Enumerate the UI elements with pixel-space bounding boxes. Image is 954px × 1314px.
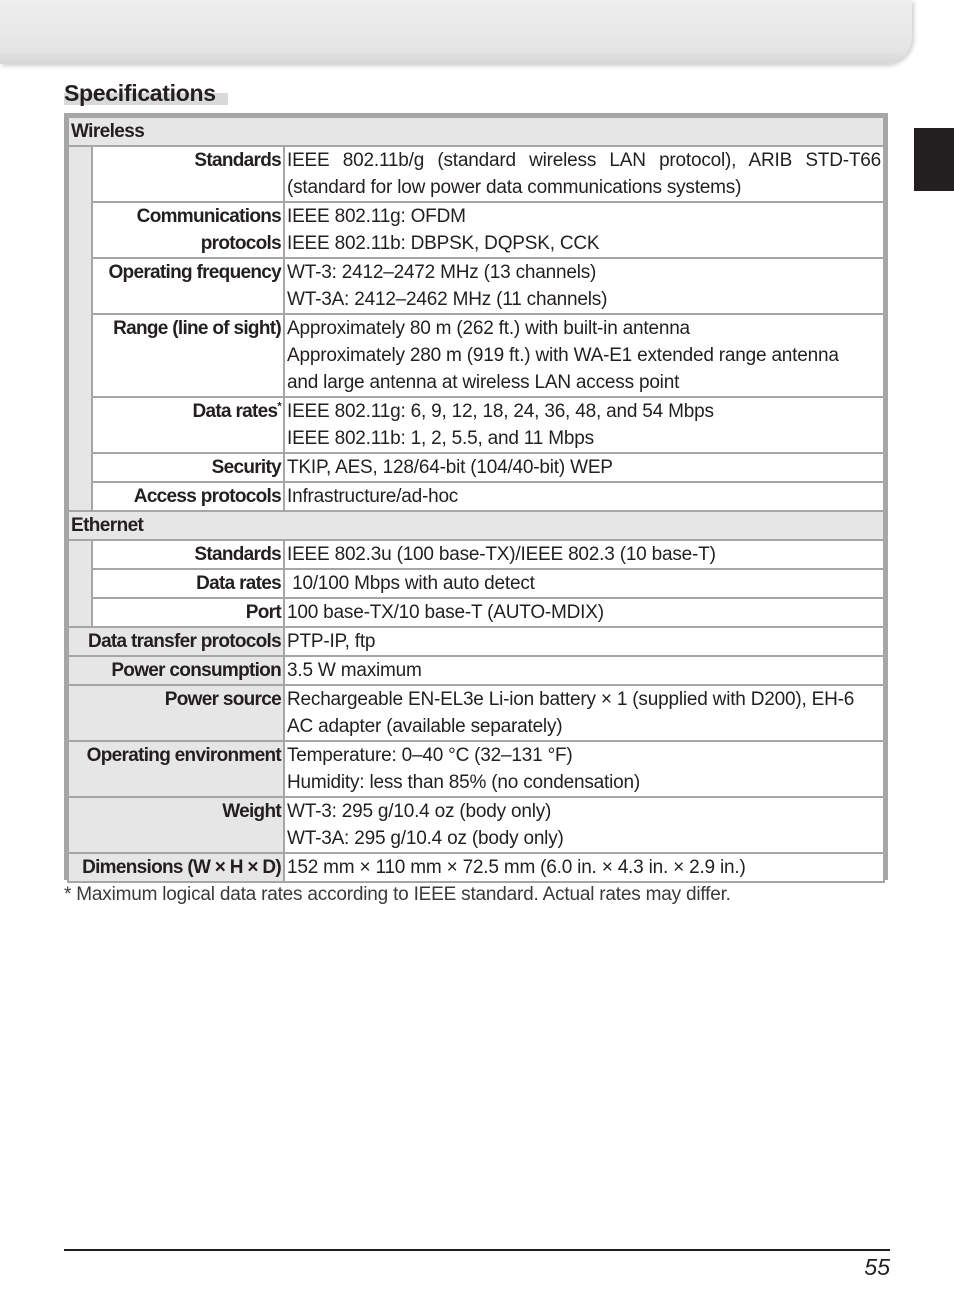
spec-value-line: Humidity: less than 85% (no condensation) <box>287 772 640 793</box>
spec-value <box>284 146 884 202</box>
spec-value <box>284 741 884 797</box>
footnote-marker: * <box>277 400 281 413</box>
specifications-table <box>64 113 888 880</box>
spec-value-line: IEEE 802.11b: DBPSK, DQPSK, CCK <box>287 233 600 254</box>
spec-label <box>92 202 284 258</box>
spec-label-text: Data rates <box>192 401 278 422</box>
spec-value-line: WT-3: 295 g/10.4 oz (body only) <box>287 801 552 822</box>
spec-value-line: WT-3A: 2412–2462 MHz (11 channels) <box>287 289 608 310</box>
spec-value <box>284 202 884 258</box>
spec-value-line: Rechargeable EN-EL3e Li-ion battery × 1 (supplied with D200), EH-6 <box>287 689 855 710</box>
spec-label: Standards <box>92 146 284 202</box>
spec-value-line: AC adapter (available separately) <box>287 716 563 737</box>
section-header-wireless <box>68 117 884 146</box>
spec-value <box>284 258 884 314</box>
page-title: Specifications <box>64 80 216 106</box>
page-number: 55 <box>864 1254 890 1280</box>
spec-label: Operating environment <box>68 741 284 797</box>
spec-label-line: Communications <box>136 206 281 227</box>
spec-label: Weight <box>68 797 284 853</box>
spec-value: Infrastructure/ad-hoc <box>284 482 884 511</box>
spec-label: Port <box>92 598 284 627</box>
spec-row-operating-environment <box>68 741 884 797</box>
spec-value: 152 mm × 110 mm × 72.5 mm (6.0 in. × 4.3 in. × 2.9 in.) <box>284 853 884 882</box>
spec-row-wireless-data-rates <box>68 397 884 453</box>
spec-value: TKIP, AES, 128/64-bit (104/40-bit) WEP <box>284 453 884 482</box>
section-indent-wireless <box>68 146 92 511</box>
spec-value <box>284 397 884 453</box>
spec-value <box>284 797 884 853</box>
spec-label: Access protocols <box>92 482 284 511</box>
spec-label: Power consumption <box>68 656 284 685</box>
title-block <box>64 78 216 108</box>
section-title-wireless: Wireless <box>68 117 884 146</box>
spec-label: Range (line of sight) <box>92 314 284 397</box>
spec-label: Data rates <box>92 569 284 598</box>
spec-label: Security <box>92 453 284 482</box>
spec-row-communications-protocols <box>68 202 884 258</box>
spec-label: Dimensions (W × H × D) <box>68 853 284 882</box>
section-header-ethernet <box>68 511 884 540</box>
spec-value-line: IEEE 802.11g: OFDM <box>287 206 466 227</box>
spec-label <box>92 397 284 453</box>
spec-value-line: Temperature: 0–40 °C (32–131 °F) <box>287 745 573 766</box>
spec-value <box>284 314 884 397</box>
spec-value-line: IEEE 802.11b/g (standard wireless LAN protocol), ARIB STD-T66 <box>287 150 881 171</box>
spec-row-dimensions <box>68 853 884 882</box>
spec-row-power-source <box>68 685 884 741</box>
spec-row-ethernet-standards <box>68 540 884 569</box>
spec-value: 100 base-TX/10 base-T (AUTO-MDIX) <box>284 598 884 627</box>
spec-label: Operating frequency <box>92 258 284 314</box>
spec-row-access-protocols <box>68 482 884 511</box>
spec-row-port <box>68 598 884 627</box>
spec-value-line: WT-3A: 295 g/10.4 oz (body only) <box>287 828 564 849</box>
spec-value: PTP-IP, ftp <box>284 627 884 656</box>
spec-row-data-transfer-protocols <box>68 627 884 656</box>
spec-row-range <box>68 314 884 397</box>
spec-value: 3.5 W maximum <box>284 656 884 685</box>
spec-row-operating-frequency <box>68 258 884 314</box>
spec-value <box>284 685 884 741</box>
spec-row-ethernet-data-rates <box>68 569 884 598</box>
spec-row-power-consumption <box>68 656 884 685</box>
spec-value-line: IEEE 802.11g: 6, 9, 12, 18, 24, 36, 48, and 54 Mbps <box>287 401 714 422</box>
spec-value-line: WT-3: 2412–2472 MHz (13 channels) <box>287 262 597 283</box>
spec-value: IEEE 802.3u (100 base-TX)/IEEE 802.3 (10 base-T) <box>284 540 884 569</box>
section-title-ethernet: Ethernet <box>68 511 884 540</box>
spec-label: Power source <box>68 685 284 741</box>
spec-value-line: (standard for low power data communications systems) <box>287 177 742 198</box>
spec-value-line: Approximately 80 m (262 ft.) with built-in antenna <box>287 318 690 339</box>
spec-value-line: Approximately 280 m (919 ft.) with WA-E1 extended range antenna <box>287 345 839 366</box>
section-indent-ethernet <box>68 540 92 627</box>
spec-value-line: and large antenna at wireless LAN access point <box>287 372 680 393</box>
chapter-tab-marker <box>914 128 954 191</box>
spec-value-line: IEEE 802.11b: 1, 2, 5.5, and 11 Mbps <box>287 428 594 449</box>
spec-value <box>284 569 884 598</box>
spec-label: Standards <box>92 540 284 569</box>
header-band <box>0 0 912 64</box>
spec-label: Data transfer protocols <box>68 627 284 656</box>
spec-value-text: 10/100 Mbps with auto detect <box>292 573 535 594</box>
spec-row-wireless-standards <box>68 146 884 202</box>
spec-row-security <box>68 453 884 482</box>
spec-label-line: protocols <box>200 233 281 254</box>
spec-row-weight <box>68 797 884 853</box>
footer-rule <box>64 1249 890 1251</box>
footnote: * Maximum logical data rates according to IEEE standard. Actual rates may differ. <box>64 884 731 905</box>
